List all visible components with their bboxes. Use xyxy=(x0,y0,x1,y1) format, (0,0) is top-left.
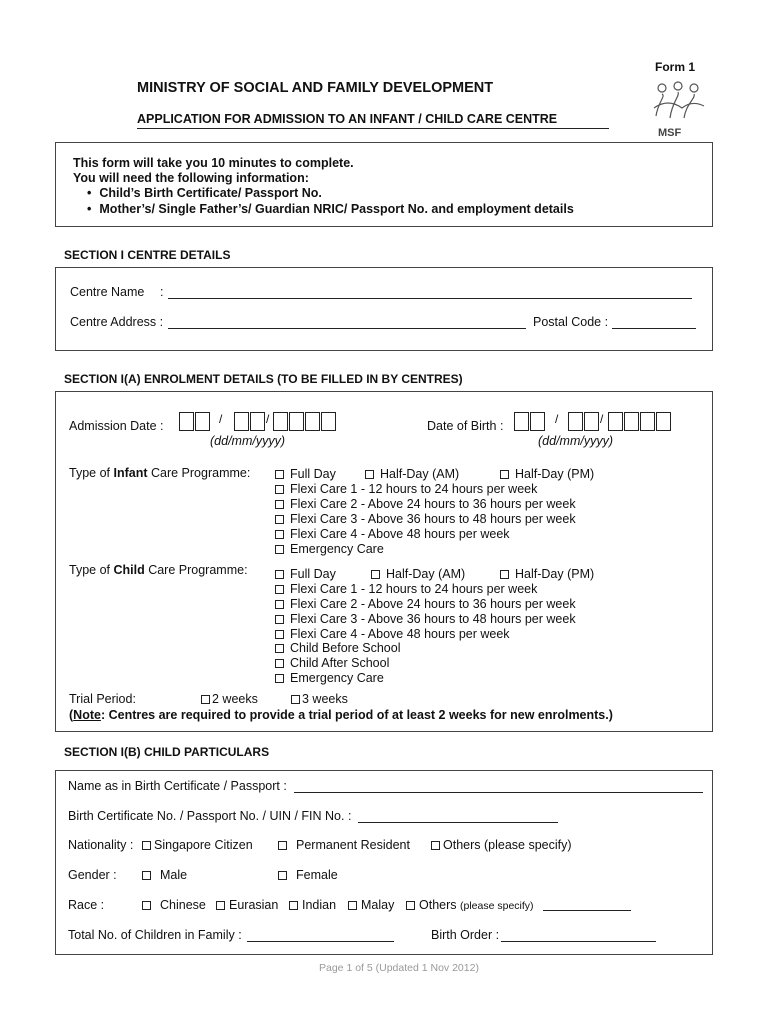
postal-code-label: Postal Code : xyxy=(533,315,609,329)
child-emergency-option[interactable]: Emergency Care xyxy=(275,671,384,685)
race-chinese-option[interactable]: Chinese xyxy=(142,898,206,912)
race-eurasian-option[interactable]: Eurasian xyxy=(216,898,278,912)
centre-address-label: Centre Address : xyxy=(70,315,164,329)
section-1a-title: SECTION I(A) ENROLMENT DETAILS (TO BE FILLED IN BY CENTRES) xyxy=(64,372,463,386)
checkbox-icon[interactable] xyxy=(275,500,284,509)
child-flexi-3-option[interactable]: Flexi Care 3 - Above 36 hours to 48 hours per week xyxy=(275,612,576,626)
checkbox-icon[interactable] xyxy=(275,585,284,594)
gender-male-option[interactable]: Male xyxy=(142,868,187,882)
infant-flexi-4-option[interactable]: Flexi Care 4 - Above 48 hours per week xyxy=(275,527,510,541)
title-underline xyxy=(137,128,609,129)
ministry-title: MINISTRY OF SOCIAL AND FAMILY DEVELOPMENT xyxy=(137,80,494,96)
child-name-field[interactable] xyxy=(294,792,703,793)
centre-name-field[interactable] xyxy=(168,298,692,299)
checkbox-icon[interactable] xyxy=(201,695,210,704)
infant-emergency-option[interactable]: Emergency Care xyxy=(275,542,384,556)
intro-line1: This form will take you 10 minutes to complete. xyxy=(73,156,354,170)
infant-flexi-3-option[interactable]: Flexi Care 3 - Above 36 hours to 48 hours per week xyxy=(275,512,576,526)
section-1-box xyxy=(55,267,713,351)
checkbox-icon[interactable] xyxy=(348,901,357,910)
trial-note: (Note: Centres are required to provide a trial period of at least 2 weeks for new enrolments.) xyxy=(69,708,613,722)
nationality-pr-option[interactable]: Permanent Resident xyxy=(278,838,410,852)
gender-label: Gender : xyxy=(68,868,117,882)
child-half-pm-option[interactable]: Half-Day (PM) xyxy=(500,567,594,581)
centre-name-colon: : xyxy=(160,285,164,299)
trial-3-weeks-option[interactable]: 3 weeks xyxy=(291,692,348,706)
admission-year-boxes[interactable] xyxy=(273,412,337,431)
race-others-option[interactable]: Others (please specify) xyxy=(406,898,534,912)
intro-line2: You will need the following information: xyxy=(73,171,309,185)
checkbox-icon[interactable] xyxy=(275,530,284,539)
dob-day-boxes[interactable] xyxy=(514,412,546,431)
admission-slash-2: / xyxy=(266,412,270,426)
section-1-title: SECTION I CENTRE DETAILS xyxy=(64,248,231,262)
infant-flexi-1-option[interactable]: Flexi Care 1 - 12 hours to 24 hours per week xyxy=(275,482,537,496)
checkbox-icon[interactable] xyxy=(500,470,509,479)
infant-full-day-option[interactable]: Full Day xyxy=(275,467,336,481)
infant-half-pm-option[interactable]: Half-Day (PM) xyxy=(500,467,594,481)
race-label: Race : xyxy=(68,898,105,912)
intro-box xyxy=(55,142,713,227)
centre-address-field[interactable] xyxy=(168,328,526,329)
nationality-others-option[interactable]: Others (please specify) xyxy=(431,838,572,852)
infant-half-am-option[interactable]: Half-Day (AM) xyxy=(365,467,459,481)
child-flexi-1-option[interactable]: Flexi Care 1 - 12 hours to 24 hours per week xyxy=(275,582,537,596)
checkbox-icon[interactable] xyxy=(275,570,284,579)
checkbox-icon[interactable] xyxy=(216,901,225,910)
birth-cert-label: Birth Certificate No. / Passport No. / UIN / FIN No. : xyxy=(68,809,352,823)
checkbox-icon[interactable] xyxy=(142,871,151,880)
dob-month-boxes[interactable] xyxy=(568,412,600,431)
child-flexi-4-option[interactable]: Flexi Care 4 - Above 48 hours per week xyxy=(275,627,510,641)
race-malay-option[interactable]: Malay xyxy=(348,898,394,912)
infant-flexi-2-option[interactable]: Flexi Care 2 - Above 24 hours to 36 hours per week xyxy=(275,497,576,511)
checkbox-icon[interactable] xyxy=(275,600,284,609)
dob-year-boxes[interactable] xyxy=(608,412,672,431)
dob-slash-2: / xyxy=(600,412,604,426)
total-children-field[interactable] xyxy=(247,941,394,942)
child-before-school-option[interactable]: Child Before School xyxy=(275,641,400,655)
child-name-label: Name as in Birth Certificate / Passport : xyxy=(68,779,287,793)
race-others-field[interactable] xyxy=(543,910,631,911)
checkbox-icon[interactable] xyxy=(275,485,284,494)
checkbox-icon[interactable] xyxy=(275,515,284,524)
dob-date-format: (dd/mm/yyyy) xyxy=(538,434,613,448)
admission-date-label: Admission Date : xyxy=(69,419,164,433)
checkbox-icon[interactable] xyxy=(371,570,380,579)
checkbox-icon[interactable] xyxy=(275,615,284,624)
nationality-label: Nationality : xyxy=(68,838,134,852)
intro-bullet-2: • Mother’s/ Single Father’s/ Guardian NRIC/ Passport No. and employment details xyxy=(73,202,574,216)
checkbox-icon[interactable] xyxy=(365,470,374,479)
child-flexi-2-option[interactable]: Flexi Care 2 - Above 24 hours to 36 hours per week xyxy=(275,597,576,611)
checkbox-icon[interactable] xyxy=(278,841,287,850)
checkbox-icon[interactable] xyxy=(278,871,287,880)
dob-slash-1: / xyxy=(555,412,559,426)
checkbox-icon[interactable] xyxy=(275,630,284,639)
child-care-label: Type of Child Care Programme: xyxy=(69,563,248,577)
form-number: Form 1 xyxy=(655,60,696,74)
checkbox-icon[interactable] xyxy=(275,659,284,668)
admission-day-boxes[interactable] xyxy=(179,412,211,431)
race-indian-option[interactable]: Indian xyxy=(289,898,336,912)
gender-female-option[interactable]: Female xyxy=(278,868,338,882)
trial-period-label: Trial Period: xyxy=(69,692,136,706)
checkbox-icon[interactable] xyxy=(275,545,284,554)
checkbox-icon[interactable] xyxy=(275,470,284,479)
checkbox-icon[interactable] xyxy=(431,841,440,850)
child-full-day-option[interactable]: Full Day xyxy=(275,567,336,581)
birth-order-label: Birth Order : xyxy=(431,928,500,942)
checkbox-icon[interactable] xyxy=(406,901,415,910)
checkbox-icon[interactable] xyxy=(275,644,284,653)
admission-slash-1: / xyxy=(219,412,223,426)
child-after-school-option[interactable]: Child After School xyxy=(275,656,389,670)
logo-text: MSF xyxy=(658,127,682,139)
centre-name-label: Centre Name xyxy=(70,285,145,299)
checkbox-icon[interactable] xyxy=(142,901,151,910)
page-footer: Page 1 of 5 (Updated 1 Nov 2012) xyxy=(319,962,479,974)
intro-bullet-1: • Child’s Birth Certificate/ Passport No. xyxy=(73,186,322,200)
msf-logo xyxy=(648,78,710,140)
checkbox-icon[interactable] xyxy=(291,695,300,704)
checkbox-icon[interactable] xyxy=(500,570,509,579)
checkbox-icon[interactable] xyxy=(142,841,151,850)
birth-order-field[interactable] xyxy=(501,941,656,942)
birth-cert-field[interactable] xyxy=(358,822,558,823)
infant-care-label: Type of Infant Care Programme: xyxy=(69,466,251,480)
admission-date-format: (dd/mm/yyyy) xyxy=(210,434,285,448)
checkbox-icon[interactable] xyxy=(289,901,298,910)
nationality-sc-option[interactable]: Singapore Citizen xyxy=(142,838,253,852)
dob-label: Date of Birth : xyxy=(427,419,504,433)
section-1b-title: SECTION I(B) CHILD PARTICULARS xyxy=(64,745,270,759)
postal-code-field[interactable] xyxy=(612,328,696,329)
child-half-am-option[interactable]: Half-Day (AM) xyxy=(371,567,465,581)
section-1a-box xyxy=(55,391,713,732)
section-1b-box xyxy=(55,770,713,955)
admission-month-boxes[interactable] xyxy=(234,412,266,431)
application-title: APPLICATION FOR ADMISSION TO AN INFANT / CHILD CARE CENTRE xyxy=(137,112,558,126)
trial-2-weeks-option[interactable]: 2 weeks xyxy=(201,692,258,706)
checkbox-icon[interactable] xyxy=(275,674,284,683)
total-children-label: Total No. of Children in Family : xyxy=(68,928,242,942)
